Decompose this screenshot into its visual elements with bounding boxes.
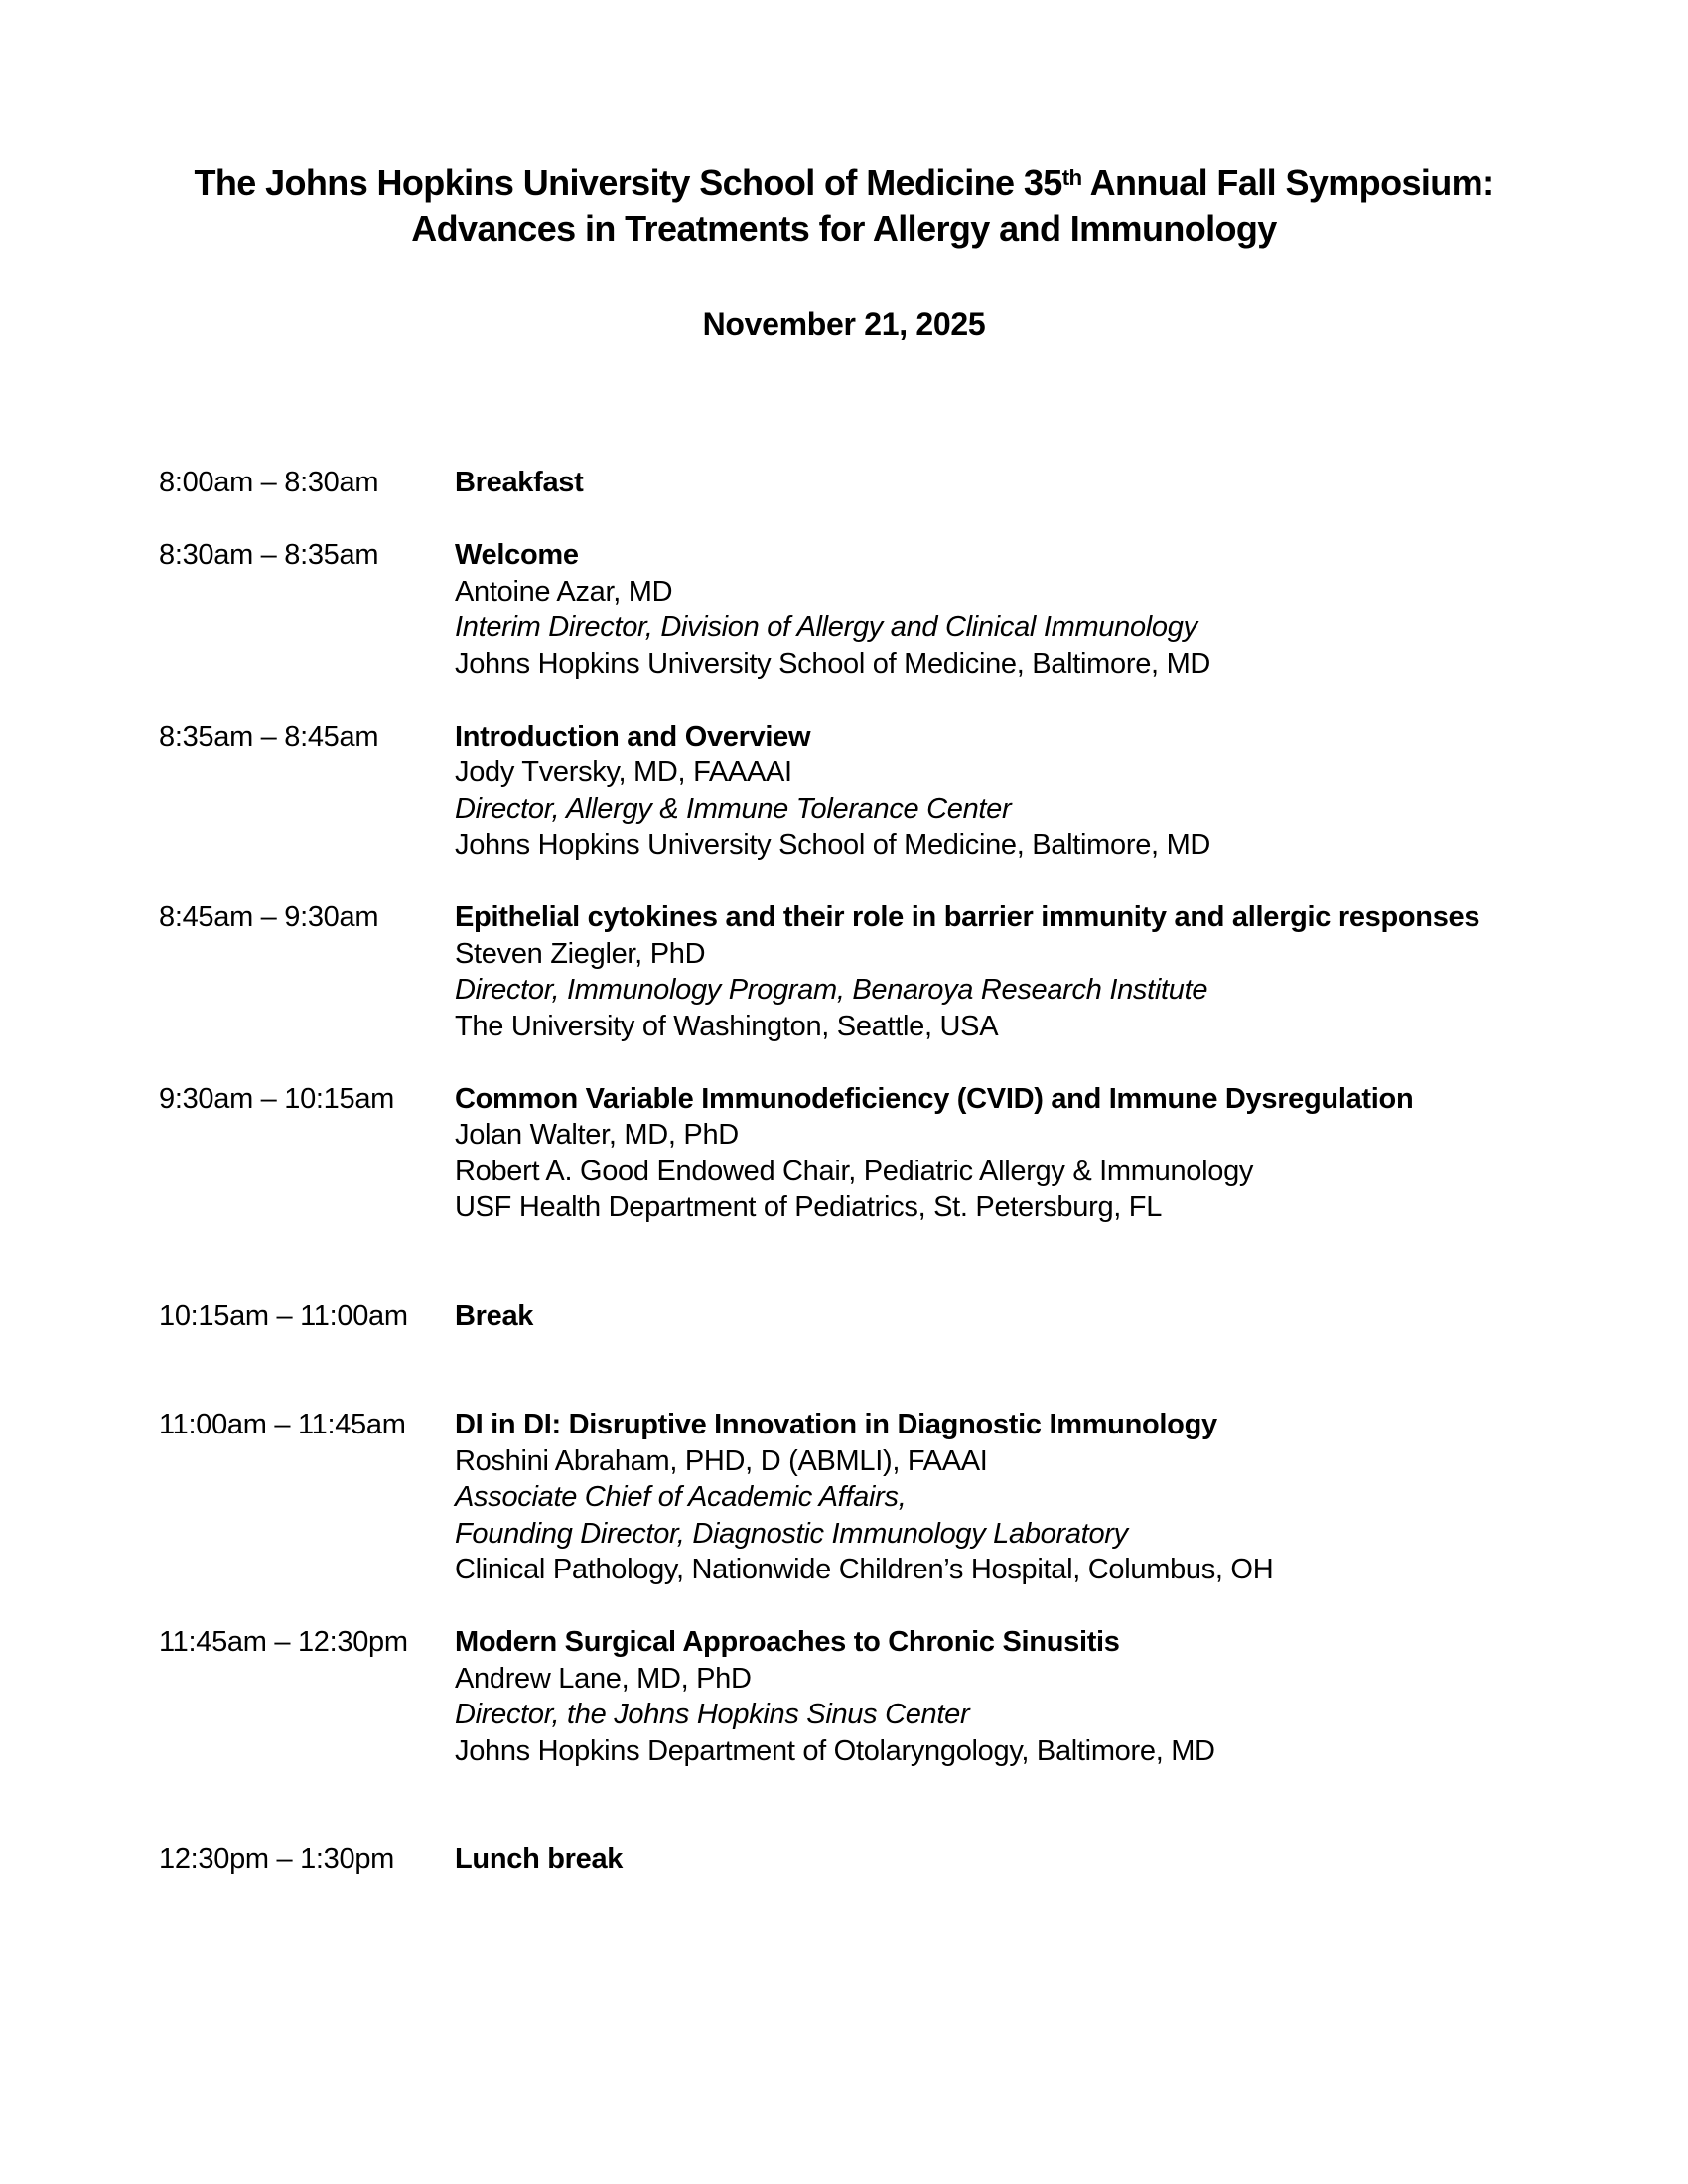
session-row-di-in-di — [159, 1407, 1569, 1588]
session-details — [455, 1842, 1569, 1878]
speaker-affiliation: Clinical Pathology, Nationwide Children’s Hospital, Columbus, OH — [455, 1554, 1274, 1585]
session-title: Introduction and Overview — [455, 720, 811, 752]
session-row-welcome — [159, 537, 1569, 682]
speaker-role: Director, Allergy & Immune Tolerance Center — [455, 792, 1012, 825]
session-title: DI in DI: Disruptive Innovation in Diagnostic Immunology — [455, 1409, 1217, 1440]
speaker-affiliation: Johns Hopkins Department of Otolaryngology, Baltimore, MD — [455, 1734, 1215, 1767]
speaker-role: Interim Director, Division of Allergy and Clinical Immunology — [455, 612, 1197, 643]
session-time: 11:00am – 11:45am — [159, 1409, 406, 1440]
schedule — [159, 465, 1569, 1878]
session-time: 8:30am – 8:35am — [159, 539, 379, 571]
session-row-introduction — [159, 719, 1569, 864]
session-time: 10:15am – 11:00am — [159, 1299, 408, 1332]
speaker-affiliation: Johns Hopkins University School of Medicine, Baltimore, MD — [455, 647, 1211, 680]
speaker-affiliation: Johns Hopkins University School of Medicine, Baltimore, MD — [455, 829, 1211, 861]
session-details — [455, 537, 1569, 682]
session-title: Breakfast — [455, 467, 584, 498]
session-details — [455, 1624, 1569, 1769]
speaker-name: Andrew Lane, MD, PhD — [455, 1662, 752, 1695]
session-time: 8:45am – 9:30am — [159, 901, 379, 933]
speaker-role: Robert A. Good Endowed Chair, Pediatric Allergy & Immunology — [455, 1155, 1254, 1187]
session-time: 8:00am – 8:30am — [159, 467, 379, 498]
speaker-name: Jolan Walter, MD, PhD — [455, 1119, 739, 1151]
title-superscript: th — [1061, 164, 1082, 190]
speaker-affiliation: The University of Washington, Seattle, USA — [455, 1010, 999, 1042]
session-title: Welcome — [455, 539, 579, 571]
session-details — [455, 1298, 1569, 1335]
title-line-1 — [195, 162, 1494, 203]
session-title: Epithelial cytokines and their role in barrier immunity and allergic responses — [455, 901, 1480, 933]
session-title: Modern Surgical Approaches to Chronic Sinusitis — [455, 1626, 1120, 1658]
session-time: 9:30am – 10:15am — [159, 1082, 395, 1115]
session-details — [455, 1081, 1569, 1226]
session-title: Common Variable Immunodeficiency (CVID) and Immune Dysregulation — [455, 1082, 1414, 1115]
speaker-name: Roshini Abraham, PHD, D (ABMLI), FAAAI — [455, 1444, 988, 1477]
event-date: November 21, 2025 — [702, 306, 986, 341]
session-details — [455, 899, 1569, 1044]
session-row-lunch-break — [159, 1842, 1569, 1878]
document-header — [0, 0, 1688, 343]
session-details — [455, 465, 1569, 501]
session-title: Break — [455, 1299, 534, 1332]
session-row-cvid — [159, 1081, 1569, 1226]
session-details — [455, 719, 1569, 864]
session-time: 8:35am – 8:45am — [159, 720, 379, 752]
session-title: Lunch break — [455, 1843, 624, 1875]
speaker-role-secondary: Founding Director, Diagnostic Immunology Laboratory — [455, 1517, 1128, 1550]
session-time: 12:30pm – 1:30pm — [159, 1843, 395, 1875]
session-row-breakfast — [159, 465, 1569, 501]
speaker-name: Jody Tversky, MD, FAAAAI — [455, 756, 792, 788]
document-title — [0, 0, 1688, 252]
title-line-1-text: The Johns Hopkins University School of Medicine 35 — [194, 162, 1062, 203]
session-row-modern-surgical — [159, 1624, 1569, 1769]
session-row-break — [159, 1298, 1569, 1335]
speaker-role: Associate Chief of Academic Affairs, — [455, 1481, 907, 1513]
speaker-role: Director, Immunology Program, Benaroya Research Institute — [455, 974, 1208, 1006]
speaker-affiliation: USF Health Department of Pediatrics, St. Petersburg, FL — [455, 1191, 1163, 1223]
session-details — [455, 1407, 1569, 1588]
speaker-name: Steven Ziegler, PhD — [455, 937, 706, 970]
session-time: 11:45am – 12:30pm — [159, 1626, 408, 1658]
session-row-epithelial-cytokines — [159, 899, 1569, 1044]
title-line-1-suffix: Annual Fall Symposium: — [1081, 162, 1494, 203]
speaker-name: Antoine Azar, MD — [455, 575, 673, 608]
title-line-2: Advances in Treatments for Allergy and Immunology — [411, 208, 1277, 249]
speaker-role: Director, the Johns Hopkins Sinus Center — [455, 1699, 970, 1730]
